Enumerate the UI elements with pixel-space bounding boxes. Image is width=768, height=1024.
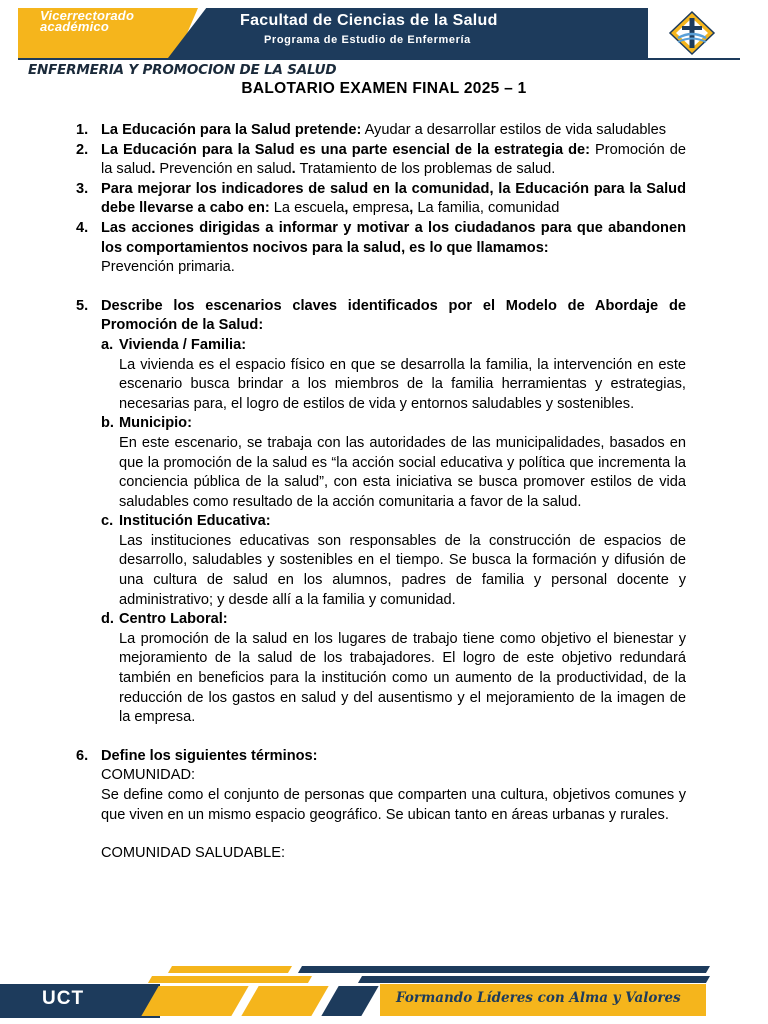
answer-part: Tratamiento de los problemas de salud. [295,161,556,178]
footer-stripe [241,986,328,1016]
question-text: La Educación para la Salud pretende: [101,122,362,138]
question-list [76,121,686,864]
question-2 [76,141,686,180]
footer-stripe [148,976,312,983]
answer-text: Ayudar a desarrollar estilos de vida saludables [361,122,667,138]
footer-brand: UCT [42,988,85,1009]
scenario-text: La promoción de la salud en los lugares de trabajo tiene como objetivo el bienestar y mejoramiento de la salud de los trabajadores. El logro de este objetivo redundará también en beneficios para la institución como un aumento de la productividad, de la reducción de los gastos en salud y del ausentismo y el mejoramiento de la imagen de la empresa. [119,630,686,726]
answer-sep: . [291,161,296,178]
question-number: 2. [76,141,89,158]
question-number: 3. [76,180,89,197]
footer-stripe [358,976,710,983]
footer-stripe [141,986,248,1016]
footer-stripe [298,966,710,973]
question-text: Describe los escenarios claves identificados por el Modelo de Abordaje de Promoción de la Salud: [101,297,686,334]
answer-part: La escuela [269,200,345,217]
answer-sep: . [151,161,156,178]
question-6 [76,747,686,864]
question-5 [76,297,686,728]
question-number: 1. [76,122,89,138]
question-text: Las acciones dirigidas a informar y motivar a los ciudadanos para que abandonen los comportamientos nocivos para la salud, es lo que llamamos: [101,219,686,256]
scenario-item [101,512,686,610]
scenario-letter: b. [101,415,114,432]
vice-line-1: Vicerrectorado [40,8,135,23]
scenario-text: La vivienda es el espacio físico en que se desarrolla la familia, la intervención en este escenario busca brindar a los miembros de la familia herramientas y estrategias, necesarias para, el logro de estilos de vida y entornos saludables y sostenibles. [119,356,686,412]
footer-banner [0,962,768,1024]
vice-rectorate-label [40,10,134,32]
question-text: La Educación para la Salud es una parte esencial de la estrategia de: [101,141,591,158]
term-title: COMUNIDAD SALUDABLE: [101,845,286,862]
scenario-title: Vivienda / Familia: [119,336,247,353]
answer-part: empresa [348,200,410,217]
answer-part: Prevención en salud [155,161,292,178]
document-title: BALOTARIO EXAMEN FINAL 2025 – 1 [241,80,527,97]
scenario-letter: c. [101,513,114,530]
question-4 [76,219,686,278]
answer-sep: , [344,200,349,217]
question-text: Define los siguientes términos: [101,747,318,764]
answer-part: La familia, comunidad [413,200,560,217]
question-number: 6. [76,747,89,764]
university-cross-logo-icon [668,10,716,56]
scenario-text: Las instituciones educativas son responsables de la construcción de espacios de desarrollo, saludables y sostenibles en el tiempo. Se busca la formación y difusión de una cultura de salud en los alumnos, padres de familia y personal docente y administrativo; y desde allí a la familia y comunidad. [119,532,686,608]
header-banner [18,8,740,58]
header-underline [18,58,740,60]
scenario-text: En este escenario, se trabaja con las autoridades de las municipalidades, basados en que la promoción de la salud es “la acción social educativa y política que incrementa la conciencia pública de la salud”, con esta iniciativa se busca promover estilos de vida saludables como resultado de la acción comunitaria a favor de la salud. [119,434,686,510]
footer-stripe [321,986,378,1016]
answer-text: Prevención primaria. [101,259,235,276]
term-definition: Se define como el conjunto de personas que comparten una cultura, objetivos comunes y que viven en un mismo espacio geográfico. Se ubican tanto en áreas urbanas y rurales. [101,787,686,823]
question-1 [76,121,686,141]
scenario-item [101,336,686,414]
faculty-title: Facultad de Ciencias de la Salud [240,12,498,29]
question-number: 5. [76,297,89,314]
scenario-letter: a. [101,336,114,353]
scenario-letter: d. [101,611,114,628]
answer-part: Promoción de la salud [101,141,686,178]
footer-stripe [168,966,292,973]
answer-sep: , [409,200,414,217]
term-title: COMUNIDAD: [101,767,196,784]
scenario-title: Centro Laboral: [119,611,228,628]
scenario-title: Institución Educativa: [119,513,271,530]
footer-slogan: Formando Líderes con Alma y Valores [396,990,681,1006]
scenario-title: Municipio: [119,415,192,432]
question-number: 4. [76,219,89,236]
program-title: Programa de Estudio de Enfermería [264,34,471,46]
scenario-item [101,414,686,512]
question-text: Para mejorar los indicadores de salud en la comunidad, la Educación para la Salud debe llevarse a cabo en: [101,180,686,217]
scenario-item [101,610,686,728]
question-3 [76,180,686,219]
vice-line-2: académico [40,19,110,34]
course-name: ENFERMERIA Y PROMOCION DE LA SALUD [28,62,337,78]
logo-box [646,8,742,58]
